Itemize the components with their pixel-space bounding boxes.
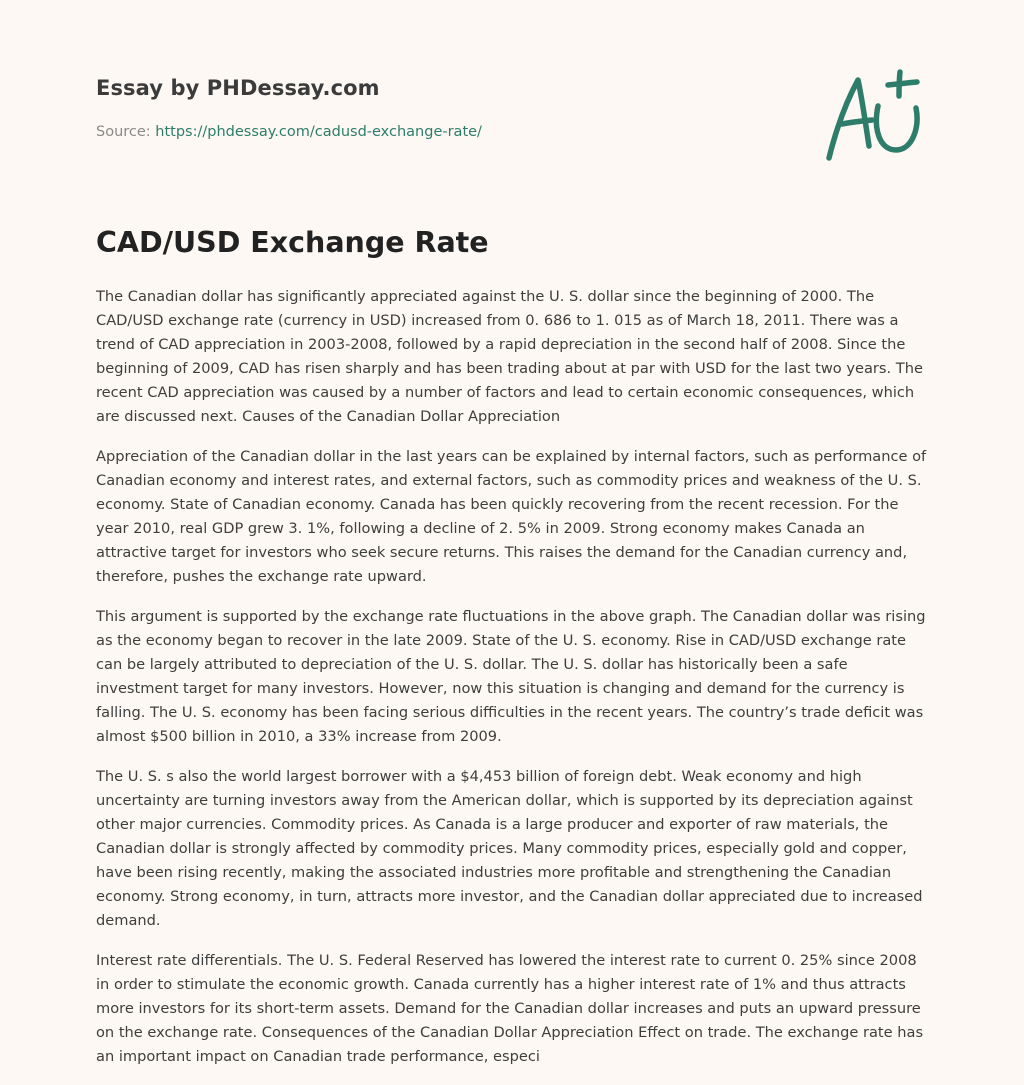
brand-title: Essay by PHDessay.com	[96, 76, 380, 100]
paragraph: The Canadian dollar has significantly appreciated against the U. S. dollar since the beginning of 2000. The CAD/USD exchange rate (currency in USD) increased from 0. 686 to 1. 015 as of March 18, 2011. There was a trend of CAD appreciation in 2003-2008, followed by a rapid depreciation in the second half of 2008. Since the beginning of 2009, CAD has risen sharply and has been trading about at par with USD for the last two years. The recent CAD appreciation was caused by a number of factors and lead to certain economic consequences, which are discussed next. Causes of the Canadian Dollar Appreciation	[96, 288, 923, 425]
a-plus-logo	[822, 68, 926, 164]
page-title: CAD/USD Exchange Rate	[96, 226, 489, 259]
a-plus-logo-icon	[822, 68, 926, 164]
paragraph: This argument is supported by the exchange rate fluctuations in the above graph. The Canadian dollar was rising as the economy began to recover in the late 2009. State of the U. S. economy. Rise in CAD/USD exchange rate can be largely attributed to depreciation of the U. S. dollar. The U. S. dollar has historically been a safe investment target for many investors. However, now this situation is changing and demand for the currency is falling. The U. S. economy has been facing serious difficulties in the recent years. The country’s trade deficit was almost $500 billion in 2010, a 33% increase from 2009.	[96, 608, 926, 745]
source-link[interactable]: https://phdessay.com/cadusd-exchange-rate/	[155, 124, 482, 140]
paragraph: The U. S. s also the world largest borrower with a $4,453 billion of foreign debt. Weak economy and high uncertainty are turning investors away from the American dollar, which is supported by its depreciation against other major currencies. Commodity prices. As Canada is a large producer and exporter of raw materials, the Canadian dollar is strongly affected by commodity prices. Many commodity prices, especially gold and copper, have been rising recently, making the associated industries more profitable and strengthening the Canadian economy. Strong economy, in turn, attracts more investor, and the Canadian dollar appreciated due to increased demand.	[96, 768, 923, 929]
paragraph: Appreciation of the Canadian dollar in the last years can be explained by internal factors, such as performance of Canadian economy and interest rates, and external factors, such as commodity prices and weakness of the U. S. economy. State of Canadian economy. Canada has been quickly recovering from the recent recession. For the year 2010, real GDP grew 3. 1%, following a decline of 2. 5% in 2009. Strong economy makes Canada an attractive target for investors who seek secure returns. This raises the demand for the Canadian currency and, therefore, pushes the exchange rate upward.	[96, 448, 927, 585]
paragraph: Interest rate differentials. The U. S. Federal Reserved has lowered the interest rate to current 0. 25% since 2008 in order to stimulate the economic growth. Canada currently has a higher interest rate of 1% and thus attracts more investors for its short-term assets. Demand for the Canadian dollar increases and puts an upward pressure on the exchange rate. Consequences of the Canadian Dollar Appreciation Effect on trade. The exchange rate has an important impact on Canadian trade performance, especi	[96, 952, 924, 1065]
page-header	[96, 76, 796, 140]
essay-body	[96, 285, 930, 1085]
source-line	[96, 124, 482, 140]
source-label: Source:	[96, 124, 151, 140]
